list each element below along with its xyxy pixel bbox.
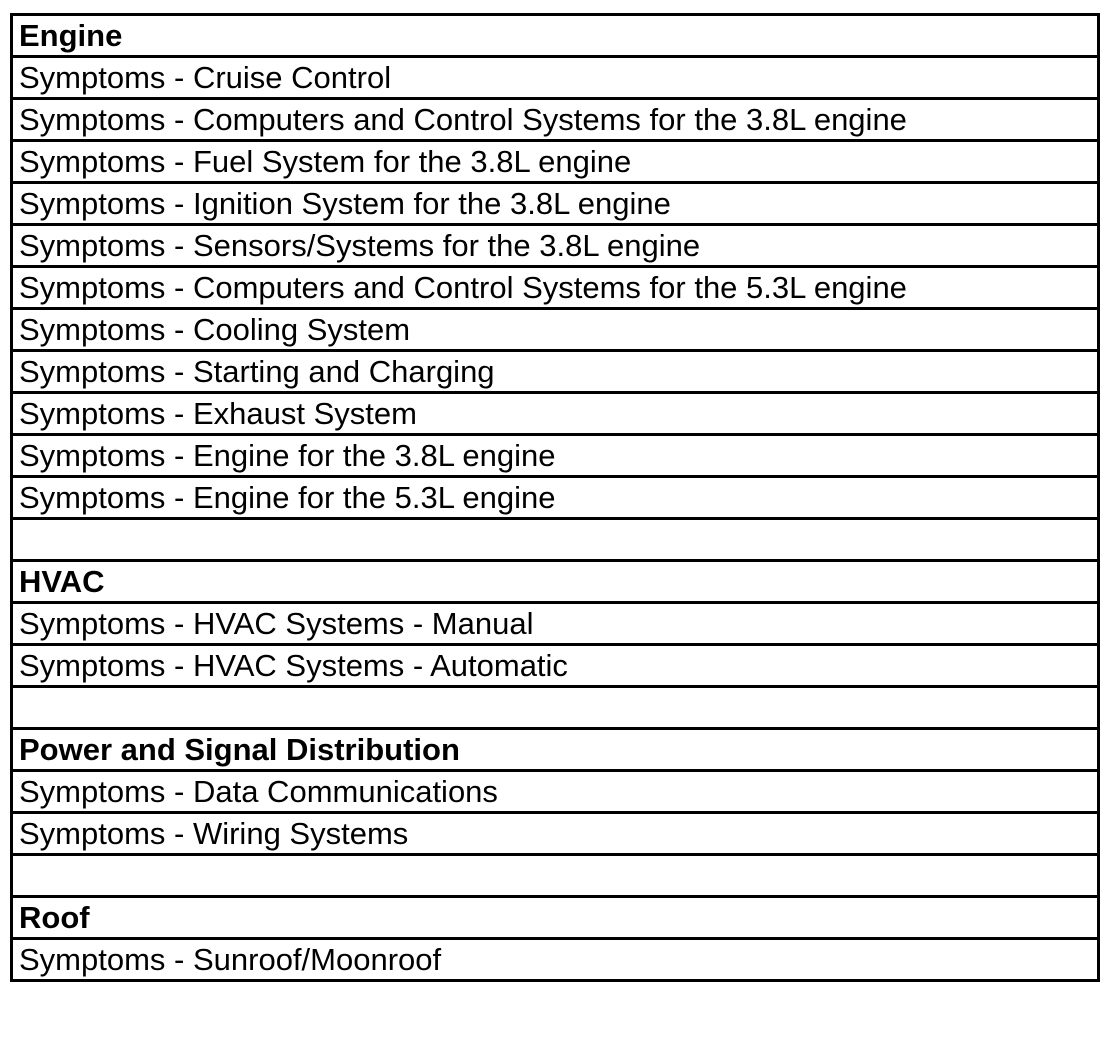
symptom-row	[12, 351, 1099, 393]
symptom-row	[12, 813, 1099, 855]
symptom-cell: Symptoms - HVAC Systems - Manual	[12, 603, 1099, 645]
section-header-cell: HVAC	[12, 561, 1099, 603]
symptom-cell: Symptoms - Cooling System	[12, 309, 1099, 351]
symptom-cell: Symptoms - Cruise Control	[12, 57, 1099, 99]
symptom-cell: Symptoms - Ignition System for the 3.8L engine	[12, 183, 1099, 225]
symptom-table-body	[12, 15, 1099, 981]
blank-cell	[12, 687, 1099, 729]
symptom-row	[12, 393, 1099, 435]
symptom-row	[12, 939, 1099, 981]
symptom-index-table	[10, 13, 1100, 982]
symptom-row	[12, 57, 1099, 99]
symptom-row	[12, 309, 1099, 351]
symptom-cell: Symptoms - Exhaust System	[12, 393, 1099, 435]
symptom-cell: Symptoms - Fuel System for the 3.8L engine	[12, 141, 1099, 183]
symptom-cell: Symptoms - Sunroof/Moonroof	[12, 939, 1099, 981]
symptom-cell: Symptoms - Sensors/Systems for the 3.8L engine	[12, 225, 1099, 267]
symptom-row	[12, 603, 1099, 645]
blank-cell	[12, 855, 1099, 897]
symptom-row	[12, 771, 1099, 813]
blank-row	[12, 519, 1099, 561]
blank-row	[12, 687, 1099, 729]
symptom-cell: Symptoms - Engine for the 5.3L engine	[12, 477, 1099, 519]
symptom-cell: Symptoms - Computers and Control Systems for the 3.8L engine	[12, 99, 1099, 141]
section-header-row	[12, 15, 1099, 57]
symptom-cell: Symptoms - Starting and Charging	[12, 351, 1099, 393]
symptom-cell: Symptoms - Computers and Control Systems for the 5.3L engine	[12, 267, 1099, 309]
symptom-cell: Symptoms - HVAC Systems - Automatic	[12, 645, 1099, 687]
symptom-row	[12, 99, 1099, 141]
symptom-cell: Symptoms - Wiring Systems	[12, 813, 1099, 855]
section-header-cell: Power and Signal Distribution	[12, 729, 1099, 771]
symptom-row	[12, 645, 1099, 687]
symptom-row	[12, 225, 1099, 267]
symptom-row	[12, 267, 1099, 309]
symptom-row	[12, 435, 1099, 477]
symptom-cell: Symptoms - Data Communications	[12, 771, 1099, 813]
symptom-row	[12, 477, 1099, 519]
symptom-row	[12, 141, 1099, 183]
section-header-cell: Engine	[12, 15, 1099, 57]
blank-row	[12, 855, 1099, 897]
section-header-row	[12, 561, 1099, 603]
blank-cell	[12, 519, 1099, 561]
symptom-cell: Symptoms - Engine for the 3.8L engine	[12, 435, 1099, 477]
section-header-row	[12, 897, 1099, 939]
section-header-cell: Roof	[12, 897, 1099, 939]
section-header-row	[12, 729, 1099, 771]
symptom-row	[12, 183, 1099, 225]
